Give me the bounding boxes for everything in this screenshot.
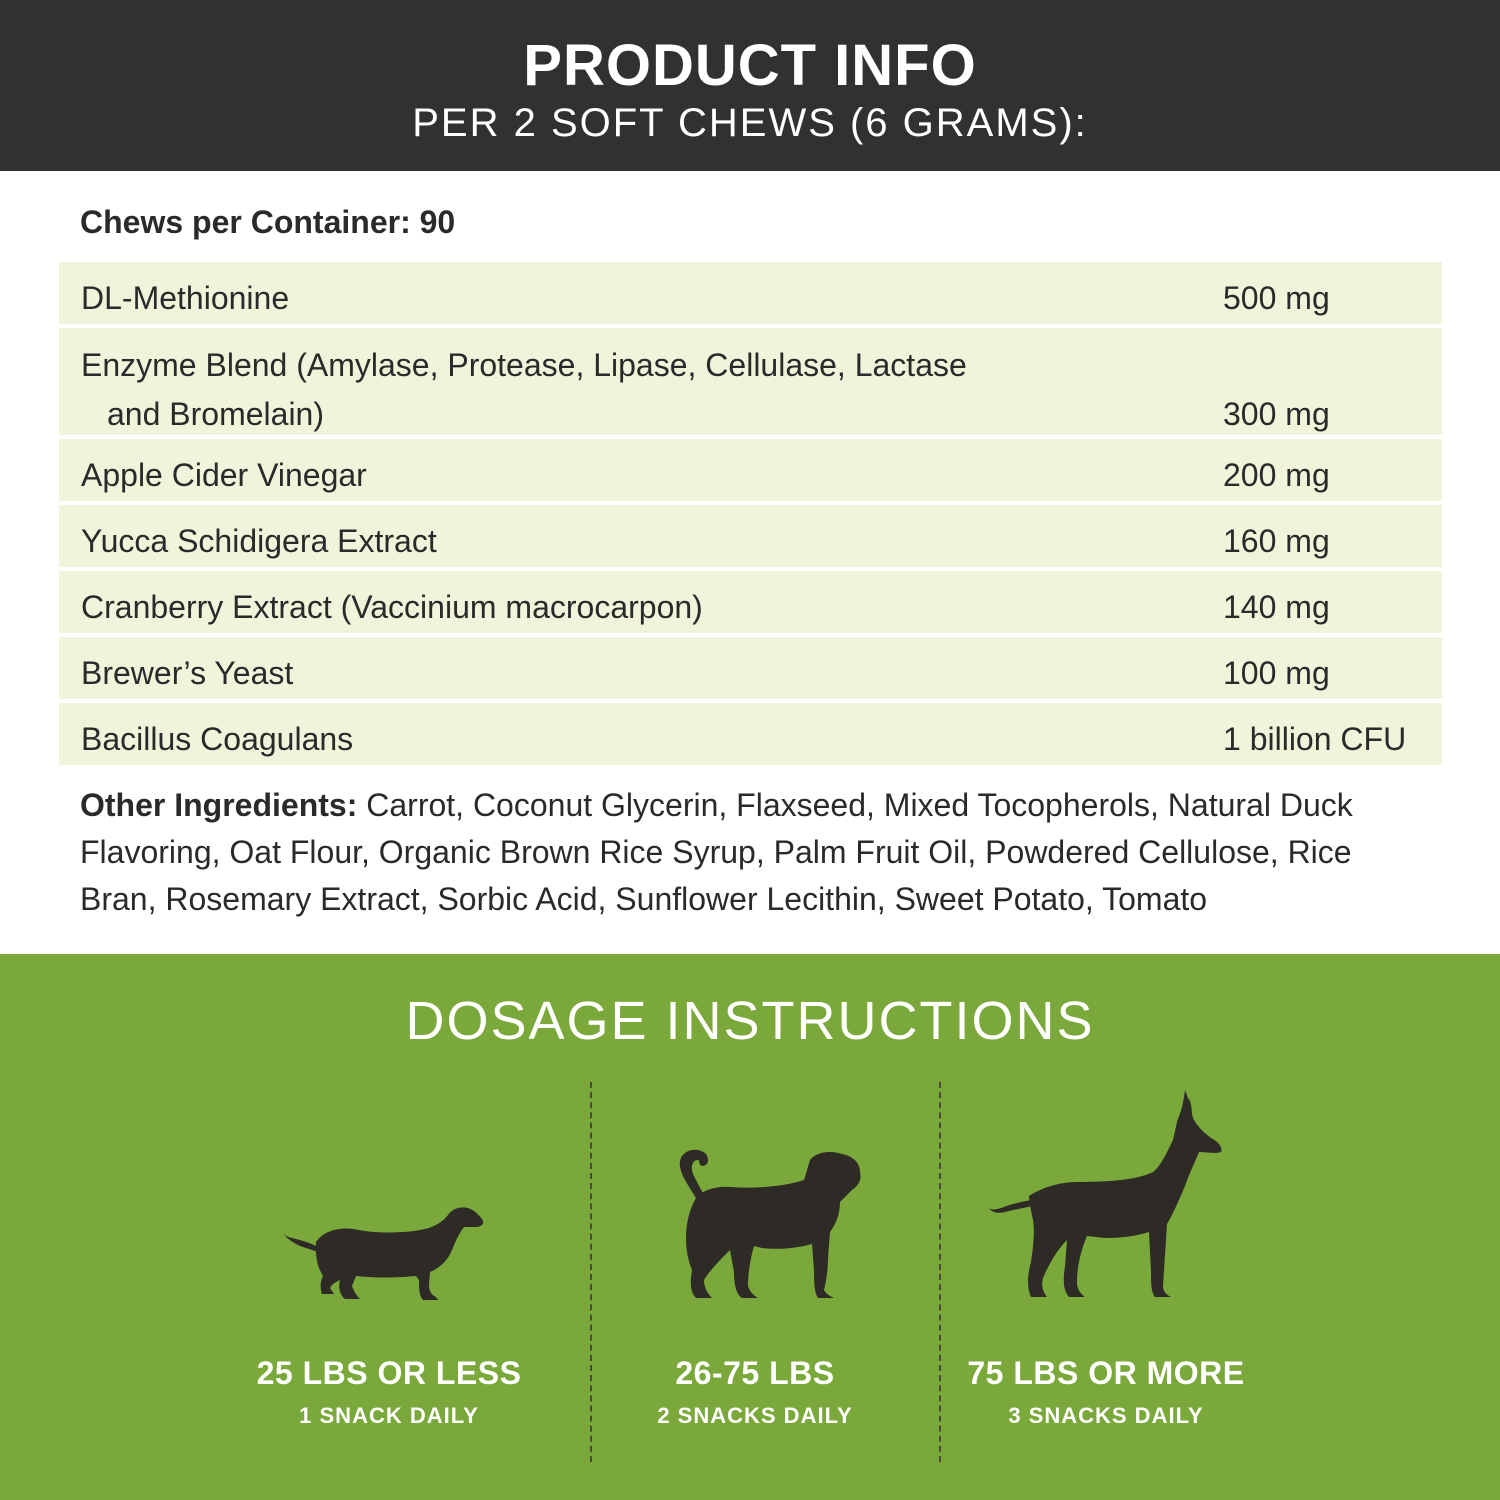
ingredient-name: Enzyme Blend (Amylase, Protease, Lipase, Cellulase, Lactase (81, 347, 967, 383)
ingredient-amount: 500 mg (1223, 280, 1330, 316)
ingredient-amount: 1 billion CFU (1223, 721, 1407, 757)
ingredient-row (59, 439, 1442, 501)
small-dog-icon (224, 1090, 554, 1320)
product-info-header (0, 0, 1500, 171)
large-dog-icon (941, 1090, 1271, 1320)
ingredient-amount: 100 mg (1223, 655, 1330, 691)
dosage-title: DOSAGE INSTRUCTIONS (405, 991, 1095, 1051)
ingredient-name: Apple Cider Vinegar (81, 457, 367, 493)
other-ingredients-text: Carrot, Coconut Glycerin, Flaxseed, Mixed Tocopherols, Natural Duck Flavoring, Oat Flour, Organic Brown Rice Syrup, Palm Fruit Oil, Powdered Cellulose, Rice Bran, Rosemary Extract, Sorbic Acid, Sunflower Lecithin, Sweet Potato, Tomato (80, 787, 1353, 917)
ingredient-name: Bacillus Coagulans (81, 721, 354, 757)
dosage-weight: 25 LBS OR LESS (256, 1355, 522, 1391)
dosage-amount: 1 SNACK DAILY (299, 1403, 479, 1428)
dosage-column-medium (590, 1090, 920, 1440)
ingredient-name: Cranberry Extract (Vaccinium macrocarpon) (81, 589, 703, 625)
ingredient-name: Yucca Schidigera Extract (81, 523, 437, 559)
dosage-weight: 75 LBS OR MORE (967, 1355, 1245, 1391)
dosage-column-small (224, 1090, 554, 1440)
other-ingredients (80, 782, 1410, 923)
ingredient-amount: 140 mg (1223, 589, 1330, 625)
chews-per-container: Chews per Container: 90 (80, 204, 456, 240)
dosage-weight: 26-75 LBS (675, 1355, 835, 1391)
ingredient-amount: 160 mg (1223, 523, 1330, 559)
dosage-amount: 3 SNACKS DAILY (1008, 1403, 1204, 1428)
ingredient-row (59, 637, 1442, 699)
medium-dog-icon (590, 1090, 920, 1320)
ingredient-name: Brewer’s Yeast (81, 655, 294, 691)
ingredient-row (59, 262, 1442, 324)
dosage-column-large (941, 1090, 1271, 1440)
ingredient-row (59, 505, 1442, 567)
dosage-amount: 2 SNACKS DAILY (657, 1403, 853, 1428)
ingredient-name: DL-Methionine (81, 280, 290, 316)
ingredients-table (59, 262, 1442, 769)
ingredient-row (59, 328, 1442, 435)
ingredient-amount: 200 mg (1223, 457, 1330, 493)
ingredient-amount: 300 mg (1223, 396, 1330, 432)
ingredient-row (59, 571, 1442, 633)
ingredient-name-continued: and Bromelain) (107, 396, 324, 432)
other-ingredients-label: Other Ingredients: (80, 787, 358, 823)
page-subtitle: PER 2 SOFT CHEWS (6 GRAMS): (412, 101, 1088, 145)
page-title: PRODUCT INFO (523, 33, 977, 98)
ingredient-row (59, 703, 1442, 765)
